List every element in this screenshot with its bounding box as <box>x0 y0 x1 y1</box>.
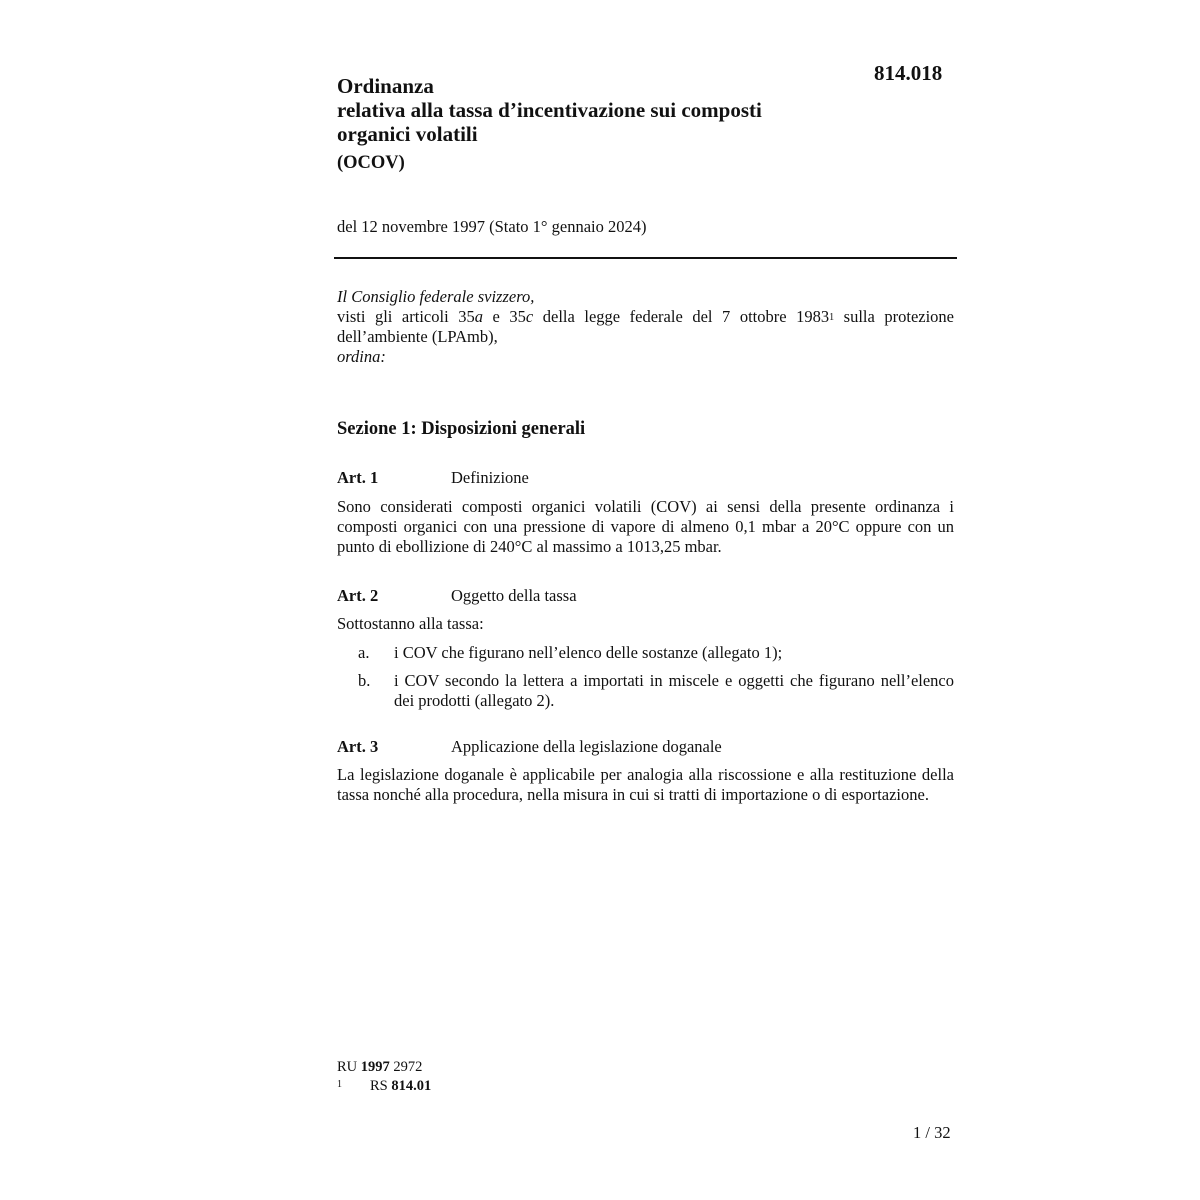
list-text: i COV che figurano nell’elenco delle sostanze (allegato 1); <box>394 643 783 662</box>
preamble-decree: ordina: <box>337 347 386 366</box>
sr-number: 814.018 <box>874 61 943 85</box>
article-heading <box>337 586 577 606</box>
footnote-ref[interactable]: 1 <box>829 312 835 323</box>
preamble <box>337 287 954 367</box>
article-title: Oggetto della tassa <box>451 586 577 605</box>
article-heading <box>337 737 722 757</box>
article-text: Sono considerati composti organici volatili (COV) ai sensi della presente ordinanza i composti organici con una pressione di vapore di almeno 0,1 mbar a 20°C oppure con un punto di ebollizione di 240°C al massimo a 1013,25 mbar. <box>337 497 954 556</box>
preamble-authority: Il Consiglio federale svizzero, <box>337 287 535 306</box>
preamble-basis: visti gli articoli 35a e 35c della legge federale del 7 ottobre 1983$^1$ sulla protezione dell’ambiente (LPAmb), <box>337 307 954 346</box>
article-heading <box>337 468 529 488</box>
article-title: Applicazione della legislazione doganale <box>451 737 722 756</box>
article-text: La legislazione doganale è applicabile per analogia alla riscossione e alla restituzione della tassa nonché alla procedura, nella misura in cui si tratti di importazione o di esportazione. <box>337 765 954 804</box>
page-number: 1 / 32 <box>913 1123 951 1142</box>
list-letter: a. <box>358 643 370 662</box>
footnotes <box>337 1058 431 1096</box>
title-line: relativa alla tassa d’incentivazione sui composti <box>337 98 762 122</box>
ru-reference: RU 1997 2972 <box>337 1059 423 1075</box>
footnote-1: $^1$ RS 814.01 <box>337 1078 432 1094</box>
article-text: Sottostanno alla tassa: <box>337 614 484 633</box>
title-line: organici volatili <box>337 122 478 146</box>
article-title: Definizione <box>451 468 529 487</box>
list-letter: b. <box>358 671 371 690</box>
document-abbreviation: (OCOV) <box>337 153 405 173</box>
article-number: Art. 2 <box>337 586 379 605</box>
header-divider <box>334 257 957 259</box>
article-number: Art. 1 <box>337 468 379 487</box>
title-line: Ordinanza <box>337 74 434 98</box>
document-date: del 12 novembre 1997 (Stato 1° gennaio 2024) <box>337 217 647 236</box>
section-title: Sezione 1: Disposizioni generali <box>337 419 586 439</box>
document-title <box>337 74 877 146</box>
list-text: i COV secondo la lettera a importati in miscele e oggetti che figurano nell’elenco dei prodotti (allegato 2). <box>394 671 954 710</box>
article-number: Art. 3 <box>337 737 379 756</box>
